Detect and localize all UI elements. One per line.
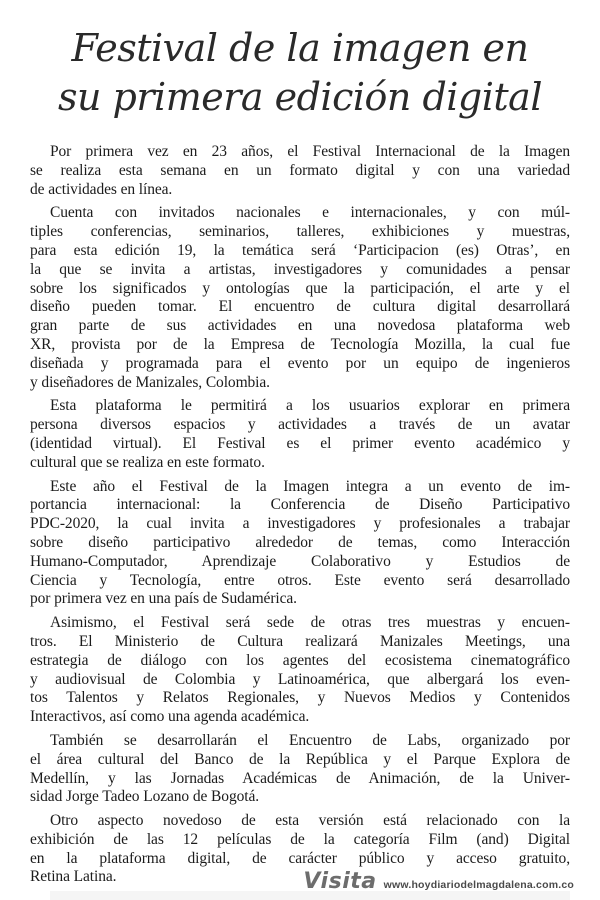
body-line: tiples conferencias, seminarios, talleres, exhibiciones y muestras, xyxy=(30,223,570,241)
body-line: cultural que se realiza en este formato. xyxy=(30,453,265,471)
body-line: portancia internacional: la Conferencia de Diseño Participativo xyxy=(30,496,570,514)
body-line: tos Talentos y Relatos Regionales, y Nuevos Medios y Contenidos xyxy=(30,689,570,707)
body-line: gran parte de sus actividades en una novedosa plataforma web xyxy=(30,317,570,335)
body-line: (identidad virtual). El Festival es el primer evento académico y xyxy=(30,434,570,452)
body-line: Asimismo, el Festival será sede de otras tres muestras y encuen- xyxy=(50,614,570,632)
body-line: se realiza esta semana en un formato digital y con una variedad xyxy=(30,161,570,179)
body-line: Humano-Computador, Aprendizaje Colaborativo y Estudios de xyxy=(30,552,570,570)
body-line: en la plataforma digital, de carácter público y acceso gratuito, xyxy=(30,849,570,867)
body-line: Por primera vez en 23 años, el Festival Internacional de la Imagen xyxy=(50,143,570,160)
body-line: sidad Jorge Tadeo Lozano de Bogotá. xyxy=(30,788,260,806)
paragraph xyxy=(30,397,570,472)
body-line: Este año el Festival de la Imagen integra a un evento de im- xyxy=(50,477,570,495)
body-line: Otro aspecto novedoso de esta versión está relacionado con la xyxy=(50,812,570,830)
paragraph xyxy=(30,732,570,807)
body-line: el área cultural del Banco de la República y el Parque Explora de xyxy=(30,750,570,768)
body-line: PDC-2020, la cual invita a investigadores y profesionales a trabajar xyxy=(30,515,570,533)
body-line: Interactivos, así como una agenda académica. xyxy=(30,708,310,726)
paragraph xyxy=(30,143,570,199)
paragraph xyxy=(30,614,570,727)
article-body xyxy=(30,143,570,887)
body-line: la que se invita a artistas, investigadores y comunidades a pensar xyxy=(30,260,570,278)
body-line: Retina Latina. xyxy=(30,868,117,886)
body-line: diseño pueden tomar. El encuentro de cultura digital desarrollará xyxy=(30,298,570,316)
body-line: por primera vez en una país de Sudamérica. xyxy=(30,590,297,608)
body-line: Ciencia y Tecnología, entre otros. Este evento será desarrollado xyxy=(30,571,570,589)
headline-line-2: su primera edición digital xyxy=(58,75,542,119)
body-line: exhibición de las 12 películas de la categoría Film (and) Digital xyxy=(30,830,570,848)
visit-label: Visita xyxy=(303,869,377,894)
website-url: www.hoydiariodelmagdalena.com.co xyxy=(383,879,574,891)
body-line: Cuenta con invitados nacionales e internacionales, y con múl- xyxy=(50,204,570,222)
paragraph xyxy=(30,478,570,610)
body-line: tros. El Ministerio de Cultura realizará Manizales Meetings, una xyxy=(30,632,570,650)
body-line: sobre los significados y ontologías que la participación, el arte y el xyxy=(30,279,570,297)
body-line: También se desarrollarán el Encuentro de Labs, organizado por xyxy=(50,731,570,749)
body-line: sobre diseño participativo alrededor de temas, como Interacción xyxy=(30,533,570,551)
body-line: de actividades en línea. xyxy=(30,180,173,198)
body-line: diseñada y programada para el evento por un equipo de ingenieros xyxy=(30,354,570,372)
footer xyxy=(303,869,574,894)
body-line: Esta plataforma le permitirá a los usuarios explorar en primera xyxy=(50,397,570,415)
body-line: Medellín, y las Jornadas Académicas de Animación, de la Univer- xyxy=(30,769,570,787)
body-line: y diseñadores de Manizales, Colombia. xyxy=(30,373,270,391)
body-line: estrategia de diálogo con los agentes del ecosistema cinematográfico xyxy=(30,651,570,669)
body-line: y audiovisual de Colombia y Latinoamérica, que albergará los even- xyxy=(30,670,570,688)
body-line: persona diversos espacios y actividades a través de un avatar xyxy=(30,416,570,434)
body-line: XR, provista por de la Empresa de Tecnología Mozilla, la cual fue xyxy=(30,335,570,353)
paragraph xyxy=(30,204,570,392)
article-headline xyxy=(0,0,600,122)
body-line: para esta edición 19, la temática será ‘Participacion (es) Otras’, en xyxy=(30,241,570,259)
headline-line-1: Festival de la imagen en xyxy=(71,26,529,70)
